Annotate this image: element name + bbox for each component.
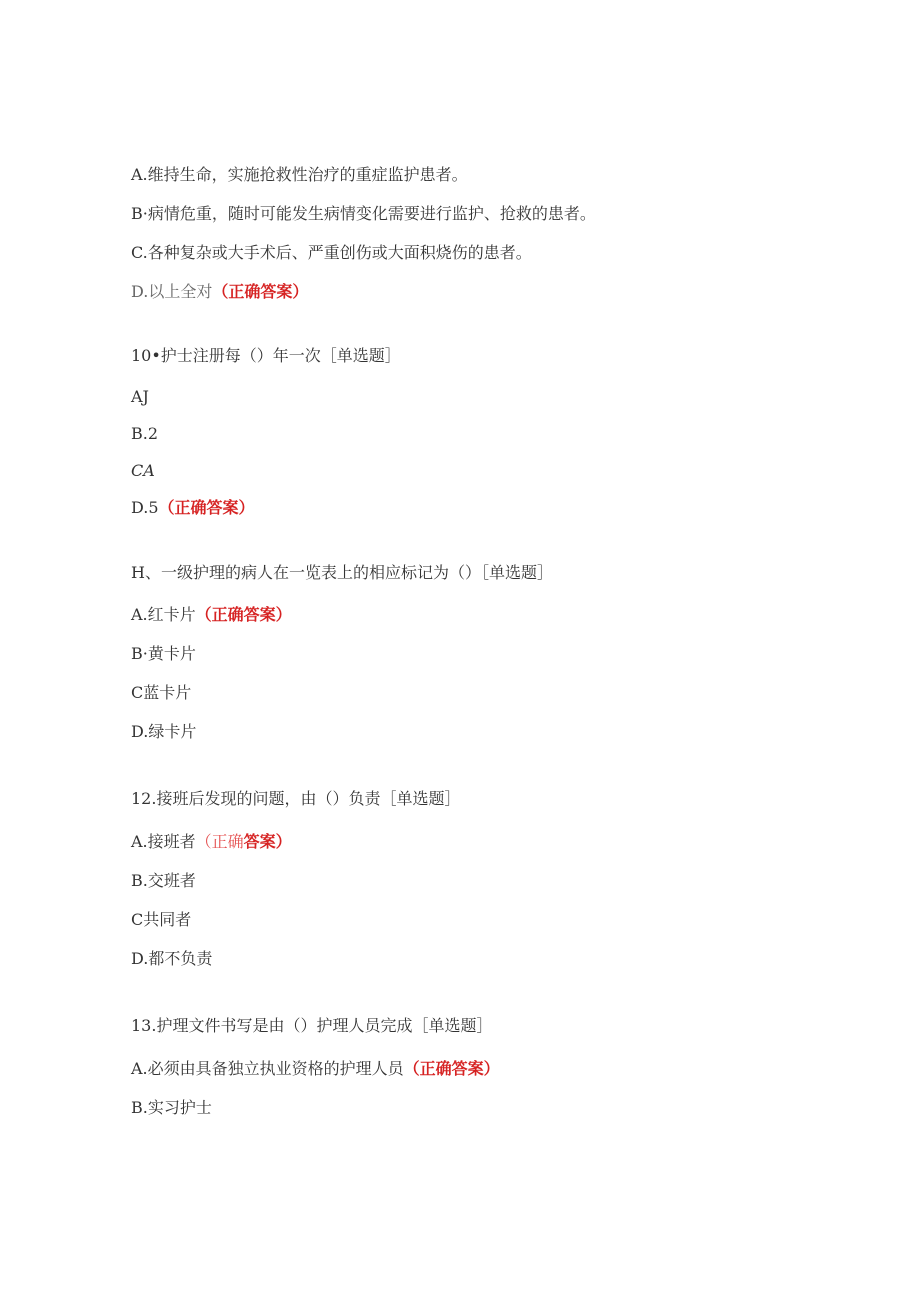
q11-question [131, 563, 553, 583]
q10-option-c-text: CA [131, 461, 155, 480]
q11-option-b-text: B·黄卡片 [131, 644, 196, 663]
q9-option-a [131, 165, 468, 185]
q10-correct-answer-tag: （正确答案） [158, 498, 255, 517]
q13-option-b-text: B.实习护士 [131, 1098, 212, 1117]
q12-option-d [131, 949, 212, 969]
q11-option-a [131, 605, 292, 625]
q13-option-b [131, 1098, 212, 1118]
q10-option-a-text: AJ [131, 387, 149, 406]
q12-option-b [131, 871, 196, 891]
q12-option-d-text: D.都不负责 [131, 949, 213, 968]
q11-option-d-text: D.绿卡片 [131, 722, 197, 741]
q10-option-d [131, 498, 255, 518]
q10-question-text: 10•护士注册每（）年一次［单选题］ [131, 346, 401, 365]
q9-option-c [131, 243, 532, 263]
q9-option-b-text: B·病情危重，随时可能发生病情变化需要进行监护、抢救的患者。 [131, 204, 596, 223]
q10-option-c [131, 461, 155, 481]
q12-correct-answer-tag-start: （正确 [195, 832, 244, 851]
q12-question [131, 789, 460, 809]
q12-option-a-text: A.接班者 [131, 832, 196, 851]
q10-question [131, 346, 401, 366]
q10-option-b-text: B.2 [131, 424, 159, 443]
q12-option-a [131, 832, 292, 852]
q12-question-text: 12.接班后发现的问题，由（）负责［单选题］ [131, 789, 461, 808]
q13-correct-answer-tag: （正确答案） [403, 1059, 500, 1078]
q9-option-d [131, 282, 308, 302]
q13-question [131, 1016, 492, 1036]
q11-option-a-text: A.红卡片 [131, 605, 196, 624]
q10-option-d-text: D.5 [131, 498, 159, 517]
q11-option-b [131, 644, 196, 664]
q9-option-a-text: A.维持生命，实施抢救性治疗的重症监护患者。 [131, 165, 468, 184]
q9-option-d-text: D.以上全对 [131, 282, 213, 301]
q9-correct-answer-tag: （正确答案） [212, 282, 309, 301]
q13-option-a-text: A.必须由具备独立执业资格的护理人员 [131, 1059, 404, 1078]
q10-option-a [131, 387, 149, 407]
q12-option-b-text: B.交班者 [131, 871, 196, 890]
q11-option-c-text: C蓝卡片 [131, 683, 192, 702]
q11-option-c [131, 683, 191, 703]
q13-option-a [131, 1059, 500, 1079]
q11-correct-answer-tag: （正确答案） [195, 605, 292, 624]
q11-option-d [131, 722, 196, 742]
q9-option-b [131, 204, 596, 224]
q13-question-text: 13.护理文件书写是由（）护理人员完成［单选题］ [131, 1016, 493, 1035]
q11-question-text: H、一级护理的病人在一览表上的相应标记为（）［单选题］ [131, 563, 553, 582]
q9-option-c-text: C.各种复杂或大手术后、严重创伤或大面积烧伤的患者。 [131, 243, 532, 262]
q12-option-c [131, 910, 191, 930]
q12-correct-answer-tag-end: 答案） [243, 832, 292, 851]
q10-option-b [131, 424, 158, 444]
q12-option-c-text: C共同者 [131, 910, 192, 929]
